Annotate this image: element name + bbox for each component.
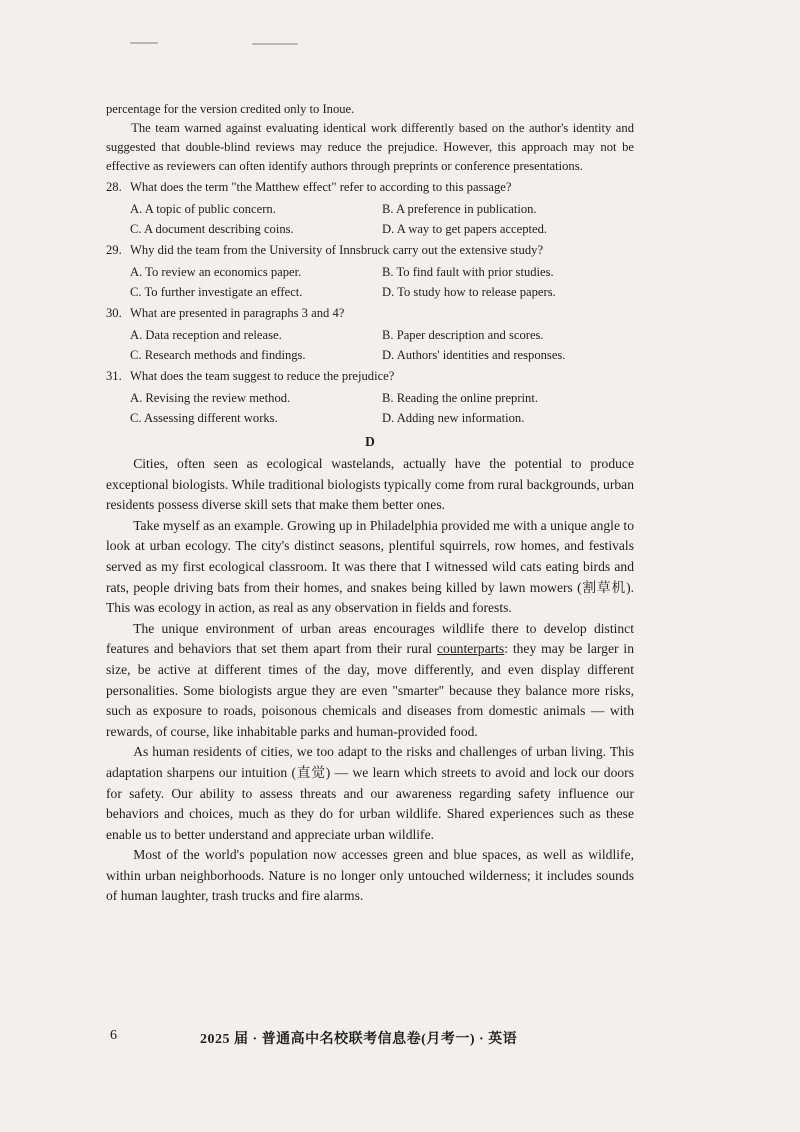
paragraph: percentage for the version credited only to Inoue. xyxy=(106,102,355,116)
scan-mark xyxy=(252,43,298,45)
option-b: B. Paper description and scores. xyxy=(382,328,544,342)
option-b: B. To find fault with prior studies. xyxy=(382,265,554,279)
question-28 xyxy=(106,178,634,239)
page-number: 6 xyxy=(110,1028,117,1043)
option-d: D. Authors' identities and responses. xyxy=(382,348,566,362)
section-heading: D xyxy=(365,434,375,449)
option-b: B. A preference in publication. xyxy=(382,202,537,216)
option-c: C. Assessing different works. xyxy=(130,411,278,425)
paragraph: Most of the world's population now accesses green and blue spaces, as well as wildlife, within urban neighborhoods. Nature is no longer only untouched wilderness; it includes sounds of human laughter, trash trucks and fire alarms. xyxy=(106,847,634,904)
page-footer xyxy=(110,1028,630,1052)
question-number: 31. xyxy=(106,369,122,383)
paragraph-text: : they may be larger in size, be active at different times of the day, move differently, and even display different personalities. Some biologists argue they are even "smarter" because they balance more risks, such as exposure to roads, poisonous chemicals and diseases from domestic animals — with rewards, of course, like inhabitable parks and human-provided food. xyxy=(106,641,634,739)
scan-artifacts xyxy=(0,0,800,60)
question-stem: Why did the team from the University of Innsbruck carry out the extensive study? xyxy=(130,243,544,257)
question-30 xyxy=(106,304,634,365)
question-number: 30. xyxy=(106,306,122,320)
option-d: D. Adding new information. xyxy=(382,411,525,425)
question-stem: What does the term "the Matthew effect" refer to according to this passage? xyxy=(130,180,512,194)
question-stem: What are presented in paragraphs 3 and 4? xyxy=(130,306,345,320)
question-29 xyxy=(106,241,634,302)
option-c: C. A document describing coins. xyxy=(130,222,294,236)
paragraph: Take myself as an example. Growing up in Philadelphia provided me with a unique angle to look at urban ecology. The city's distinct seasons, plentiful squirrels, row homes, and festivals served as my first ecological classroom. It was there that I witnessed wild cats eating birds and rats, people driving bats from their homes, and snakes being killed by lawn mowers (割草机). This was ecology in action, as real as any observation in fields and forests. xyxy=(106,517,634,616)
paragraph xyxy=(106,619,634,743)
option-a: A. Data reception and release. xyxy=(130,328,282,342)
option-d: D. A way to get papers accepted. xyxy=(382,222,548,236)
option-a: A. Revising the review method. xyxy=(130,391,291,405)
option-d: D. To study how to release papers. xyxy=(382,285,556,299)
option-a: A. A topic of public concern. xyxy=(130,202,276,216)
paragraph-text: The unique environment of urban areas encourages wildlife there to develop distinct features and behaviors that set them apart from their rural xyxy=(106,620,634,657)
option-c: C. To further investigate an effect. xyxy=(130,285,303,299)
question-stem: What does the team suggest to reduce the prejudice? xyxy=(130,369,395,383)
option-a: A. To review an economics paper. xyxy=(130,265,302,279)
question-number: 29. xyxy=(106,243,122,257)
option-b: B. Reading the online preprint. xyxy=(382,391,538,405)
paragraph: Cities, often seen as ecological wastelands, actually have the potential to produce exceptional biologists. While traditional biologists typically come from rural backgrounds, urban residents possess diverse skill sets that make them better ones. xyxy=(106,456,634,513)
question-31 xyxy=(106,367,634,428)
scan-mark xyxy=(130,42,158,44)
underlined-word: counterparts xyxy=(437,641,505,657)
passage-c-tail xyxy=(106,100,634,176)
paragraph: As human residents of cities, we too adapt to the risks and challenges of urban living. This adaptation sharpens our intuition (直觉) — we learn which streets to avoid and lock our doors for safety. Our ability to assess threats and our awareness regarding safety influence our behaviors and choices, much as they do for urban wildlife. Shared experiences such as these enable us to better understand and appreciate urban wildlife. xyxy=(106,744,634,842)
exam-page xyxy=(106,100,634,907)
option-c: C. Research methods and findings. xyxy=(130,348,306,362)
passage-d xyxy=(106,454,634,907)
question-number: 28. xyxy=(106,180,122,194)
paragraph: The team warned against evaluating identical work differently based on the author's identity and suggested that double-blind reviews may reduce the prejudice. However, this approach may not be effective as reviewers can often identify authors through preprints or conference presentations. xyxy=(106,121,634,173)
exam-title: 2025 届 · 普通高中名校联考信息卷(月考一) · 英语 xyxy=(200,1032,518,1047)
